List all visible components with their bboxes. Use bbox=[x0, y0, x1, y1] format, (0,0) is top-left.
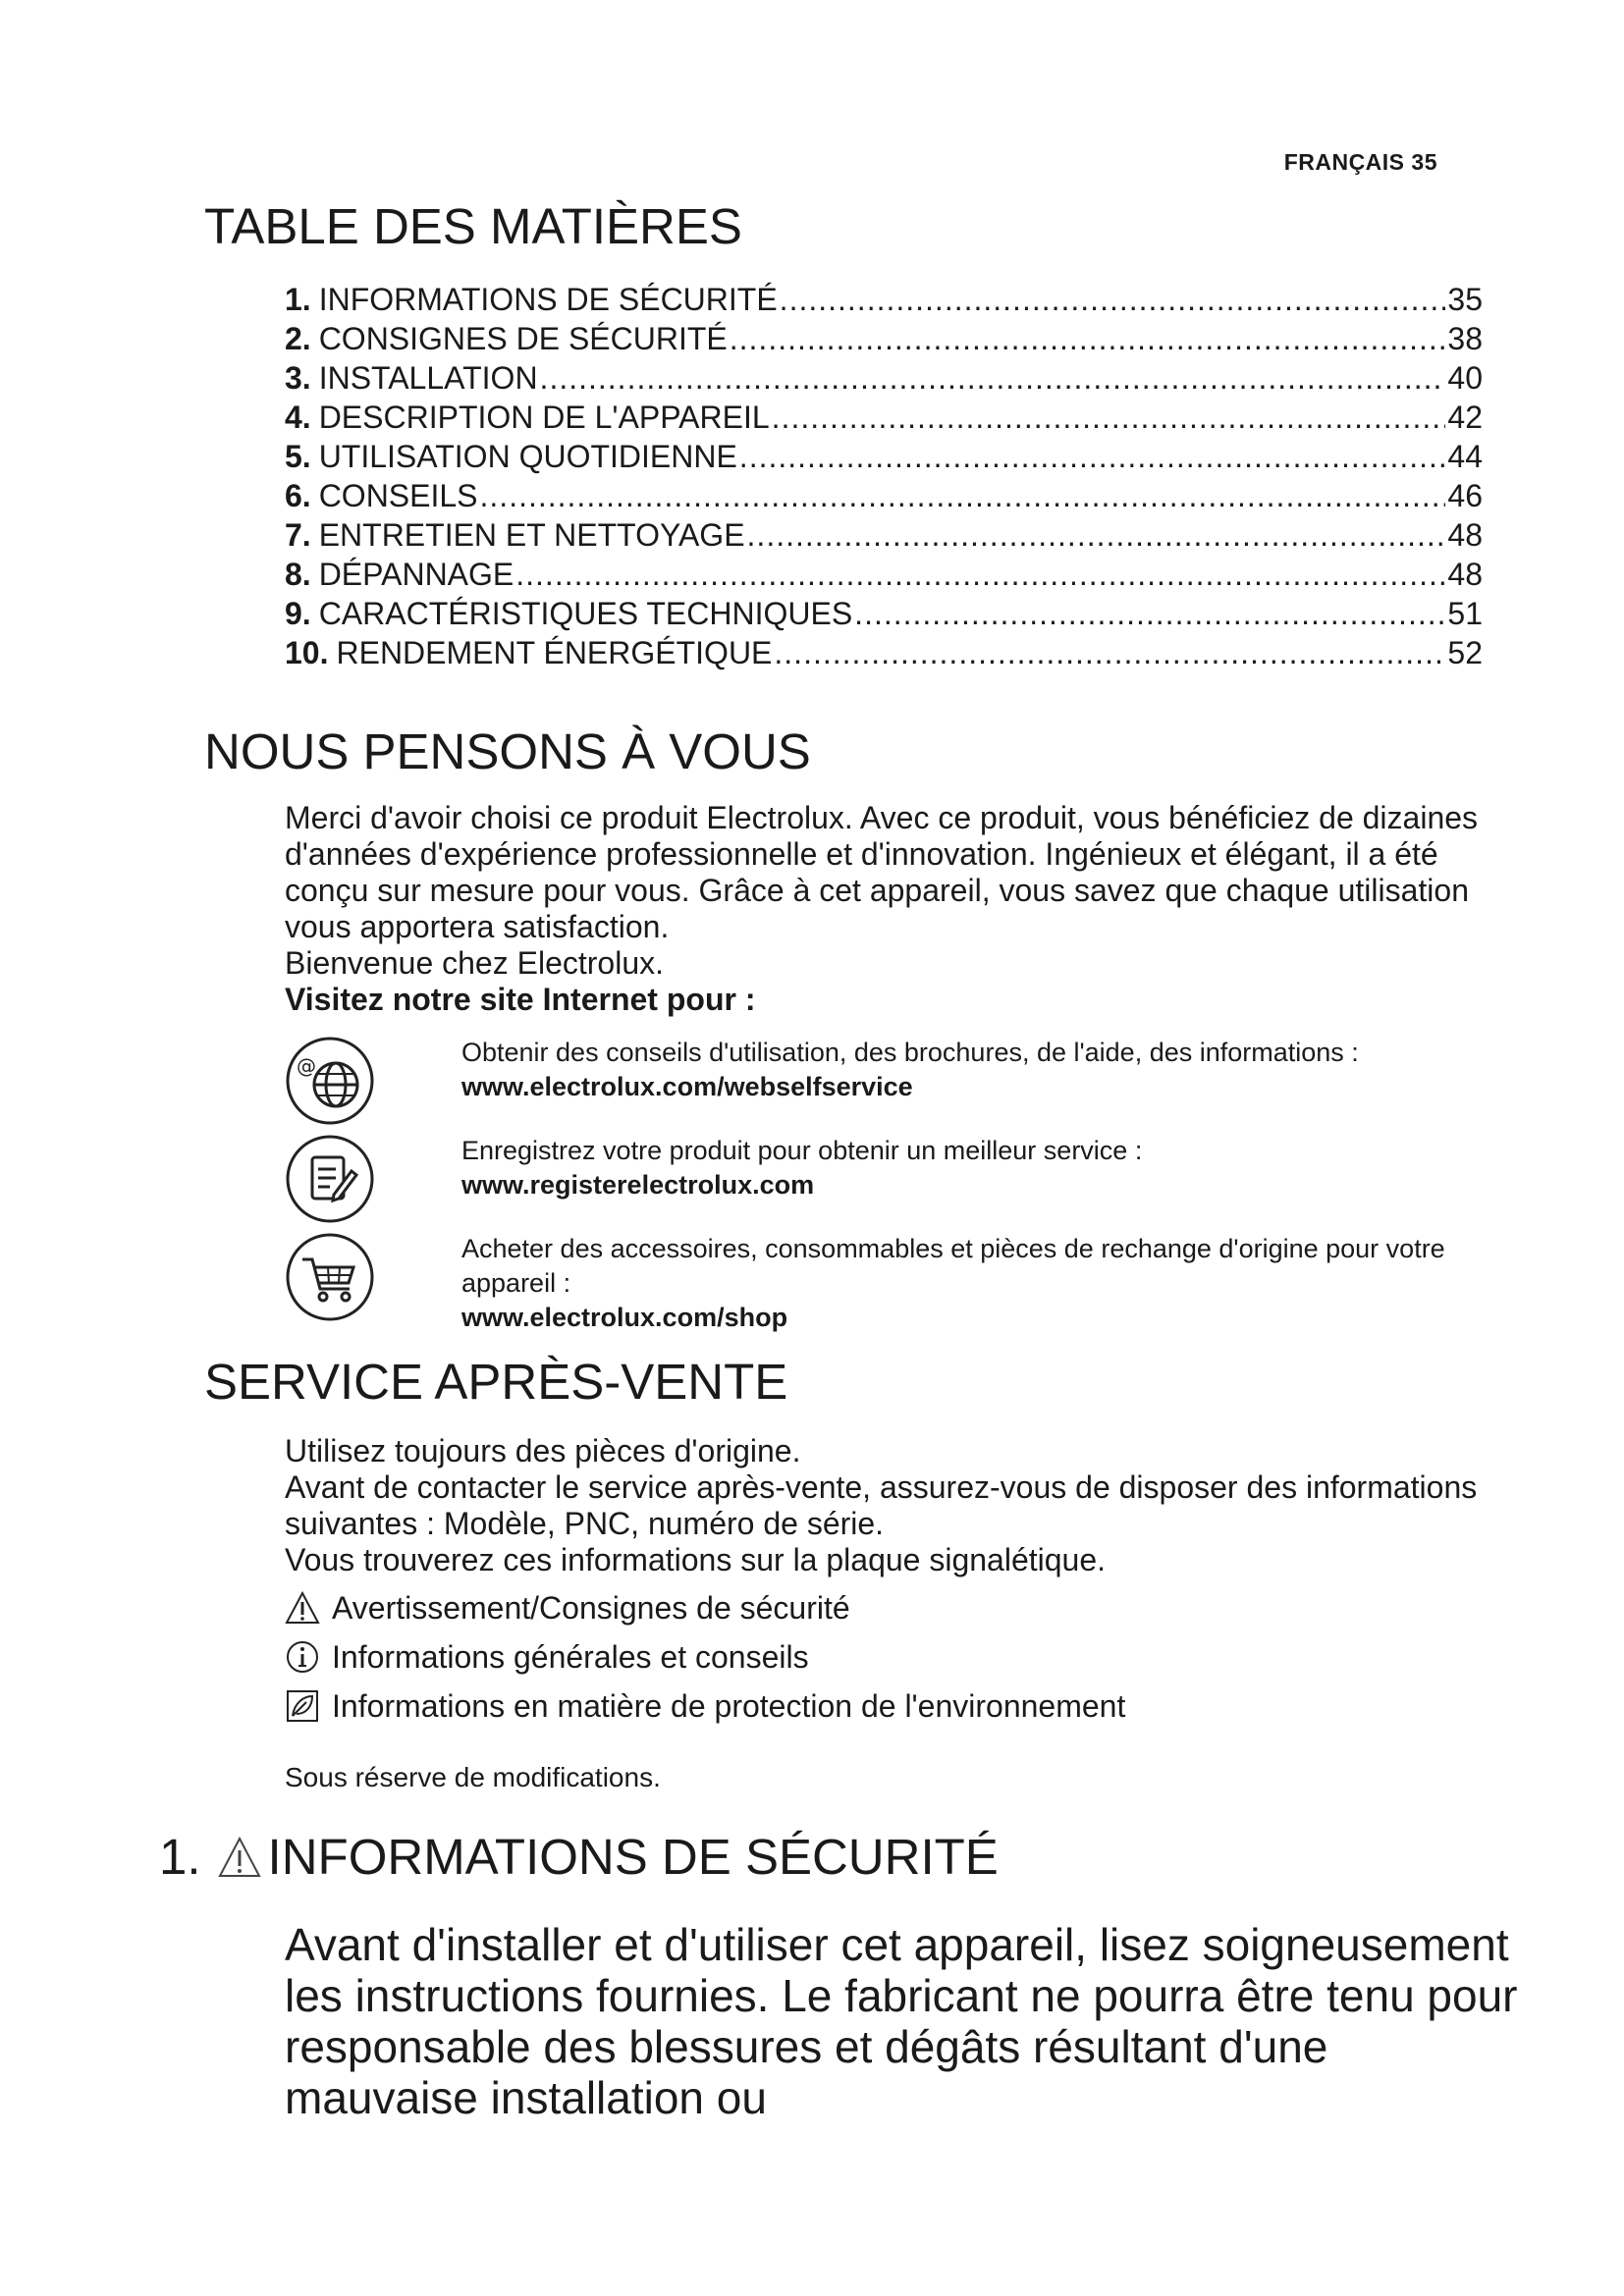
legend-item bbox=[285, 1588, 850, 1628]
web-link-description: Obtenir des conseils d'utilisation, des brochures, de l'aide, des informations : bbox=[461, 1038, 1359, 1067]
toc-item-page: 38 bbox=[1447, 321, 1483, 356]
welcome-greeting: Bienvenue chez Electrolux. bbox=[285, 945, 664, 981]
toc-item-number: 9. bbox=[285, 596, 311, 631]
info-icon bbox=[285, 1639, 320, 1675]
legend-item bbox=[285, 1686, 1125, 1726]
web-link-row bbox=[285, 1036, 1492, 1134]
page-header-language: FRANÇAIS 35 bbox=[1283, 149, 1437, 175]
warning-icon bbox=[285, 1590, 320, 1626]
shopping-cart-icon bbox=[285, 1232, 375, 1322]
legend-label: Informations en matière de protection de l'environnement bbox=[332, 1688, 1126, 1724]
web-link-description: Acheter des accessoires, consommables et pièces de rechange d'origine pour votre appareil : bbox=[461, 1234, 1445, 1298]
toc-item-page: 48 bbox=[1447, 557, 1483, 592]
web-link-text bbox=[461, 1134, 1502, 1202]
web-link-row bbox=[285, 1232, 1492, 1350]
welcome-title: NOUS PENSONS À VOUS bbox=[204, 723, 811, 779]
toc-leader-dots bbox=[515, 555, 1445, 594]
warning-icon bbox=[217, 1835, 262, 1880]
toc-title: TABLE DES MATIÈRES bbox=[204, 198, 742, 254]
legend-item bbox=[285, 1637, 809, 1677]
web-link-description: Enregistrez votre produit pour obtenir un meilleur service : bbox=[461, 1136, 1143, 1165]
toc-item-page: 42 bbox=[1447, 400, 1483, 435]
toc-item-label: UTILISATION QUOTIDIENNE bbox=[318, 439, 737, 474]
environment-icon bbox=[285, 1688, 320, 1724]
toc-item[interactable] bbox=[285, 358, 1483, 398]
legend-label: Avertissement/Consignes de sécurité bbox=[332, 1590, 850, 1626]
register-icon bbox=[285, 1134, 375, 1224]
toc-leader-dots bbox=[780, 280, 1446, 319]
section-heading bbox=[159, 1829, 999, 1885]
table-of-contents bbox=[285, 280, 1483, 672]
globe-icon bbox=[285, 1036, 375, 1126]
toc-item-label: DÉPANNAGE bbox=[318, 557, 514, 592]
toc-item[interactable] bbox=[285, 633, 1483, 672]
toc-item-number: 6. bbox=[285, 478, 311, 513]
toc-item[interactable] bbox=[285, 280, 1483, 319]
welcome-paragraph: Merci d'avoir choisi ce produit Electrolux. Avec ce produit, vous bénéficiez de dizaines d'années d'expérience professionnelle et d'innovation. Ingénieux et élégant, il a été conçu sur mesure pour vous. Grâce à cet appareil, vous savez que chaque utilisation vous apportera satisfaction. bbox=[285, 800, 1479, 944]
toc-item-page: 52 bbox=[1447, 635, 1483, 670]
toc-item-label: ENTRETIEN ET NETTOYAGE bbox=[318, 517, 745, 553]
toc-leader-dots bbox=[772, 398, 1446, 437]
service-line: Avant de contacter le service après-vente, assurez-vous de disposer des informations suivantes : Modèle, PNC, numéro de série. bbox=[285, 1469, 1478, 1541]
web-link-row bbox=[285, 1134, 1492, 1232]
toc-item-number: 1. bbox=[285, 282, 311, 317]
toc-item-number: 10. bbox=[285, 635, 329, 670]
toc-item-page: 35 bbox=[1447, 282, 1483, 317]
welcome-text bbox=[285, 800, 1492, 1018]
service-text bbox=[285, 1433, 1492, 1578]
toc-leader-dots bbox=[739, 437, 1446, 476]
toc-item-number: 8. bbox=[285, 557, 311, 592]
toc-item-number: 7. bbox=[285, 517, 311, 553]
toc-item-page: 40 bbox=[1447, 360, 1483, 396]
visit-website-label: Visitez notre site Internet pour : bbox=[285, 982, 756, 1017]
toc-item[interactable] bbox=[285, 594, 1483, 633]
toc-item-number: 5. bbox=[285, 439, 311, 474]
section-number: 1. bbox=[159, 1829, 201, 1885]
legend-label: Informations générales et conseils bbox=[332, 1639, 809, 1675]
toc-leader-dots bbox=[730, 319, 1446, 358]
toc-item[interactable] bbox=[285, 555, 1483, 594]
section-title: INFORMATIONS DE SÉCURITÉ bbox=[267, 1829, 999, 1885]
toc-item-label: DESCRIPTION DE L'APPAREIL bbox=[318, 400, 770, 435]
modification-note: Sous réserve de modifications. bbox=[285, 1762, 661, 1792]
toc-leader-dots bbox=[540, 358, 1446, 398]
web-link-text bbox=[461, 1232, 1502, 1335]
toc-item-number: 3. bbox=[285, 360, 311, 396]
toc-item[interactable] bbox=[285, 476, 1483, 515]
web-link-url[interactable]: www.electrolux.com/shop bbox=[461, 1303, 788, 1332]
toc-item-label: INSTALLATION bbox=[318, 360, 538, 396]
toc-item-page: 44 bbox=[1447, 439, 1483, 474]
toc-leader-dots bbox=[747, 515, 1446, 555]
service-line: Vous trouverez ces informations sur la plaque signalétique. bbox=[285, 1542, 1107, 1577]
toc-item[interactable] bbox=[285, 398, 1483, 437]
toc-leader-dots bbox=[480, 476, 1446, 515]
service-line: Utilisez toujours des pièces d'origine. bbox=[285, 1433, 801, 1468]
toc-item-label: INFORMATIONS DE SÉCURITÉ bbox=[318, 282, 778, 317]
toc-item[interactable] bbox=[285, 437, 1483, 476]
toc-item-page: 46 bbox=[1447, 478, 1483, 513]
web-link-url[interactable]: www.registerelectrolux.com bbox=[461, 1170, 815, 1200]
toc-item[interactable] bbox=[285, 515, 1483, 555]
web-link-url[interactable]: www.electrolux.com/webselfservice bbox=[461, 1072, 913, 1101]
toc-item-label: CONSEILS bbox=[318, 478, 478, 513]
toc-item-number: 4. bbox=[285, 400, 311, 435]
toc-item-page: 48 bbox=[1447, 517, 1483, 553]
toc-item-label: CONSIGNES DE SÉCURITÉ bbox=[318, 321, 728, 356]
toc-item-label: CARACTÉRISTIQUES TECHNIQUES bbox=[318, 596, 853, 631]
section-intro: Avant d'installer et d'utiliser cet appareil, lisez soigneusement les instructions fournies. Le fabricant ne pourra être tenu pour responsable des blessures et dégâts résultant d'une mauvaise installation ou bbox=[285, 1919, 1518, 2123]
toc-item-page: 51 bbox=[1447, 596, 1483, 631]
toc-item[interactable] bbox=[285, 319, 1483, 358]
toc-leader-dots bbox=[854, 594, 1445, 633]
svg-text:@: @ bbox=[297, 1054, 316, 1078]
toc-leader-dots bbox=[774, 633, 1445, 672]
toc-item-number: 2. bbox=[285, 321, 311, 356]
toc-item-label: RENDEMENT ÉNERGÉTIQUE bbox=[336, 635, 773, 670]
service-title: SERVICE APRÈS-VENTE bbox=[204, 1354, 788, 1410]
web-link-text bbox=[461, 1036, 1502, 1104]
